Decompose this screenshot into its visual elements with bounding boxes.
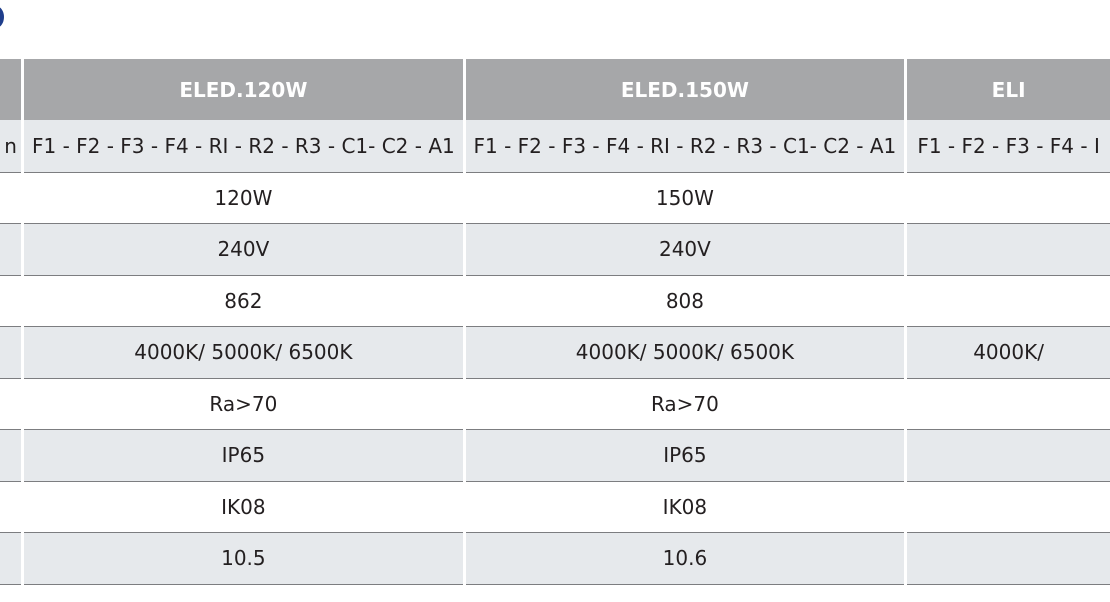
table-cell: IK08 xyxy=(23,481,465,533)
row-label xyxy=(0,275,23,327)
table-row xyxy=(0,172,1110,224)
row-label xyxy=(0,224,23,276)
row-label xyxy=(0,378,23,430)
table-row xyxy=(0,327,1110,379)
table-cell: Ra>70 xyxy=(23,378,465,430)
header-cell-label xyxy=(0,59,23,120)
spec-table xyxy=(0,59,1110,585)
table-cell xyxy=(906,378,1110,430)
table-cell: F1 - F2 - F3 - F4 - I xyxy=(906,120,1110,172)
table-cell: Ra>70 xyxy=(464,378,906,430)
row-label xyxy=(0,481,23,533)
table-row xyxy=(0,481,1110,533)
table-cell: 4000K/ 5000K/ 6500K xyxy=(464,327,906,379)
table-cell xyxy=(906,481,1110,533)
table-cell: 862 xyxy=(23,275,465,327)
row-label: n xyxy=(0,120,23,172)
table-row xyxy=(0,120,1110,172)
table-header-row xyxy=(0,59,1110,120)
row-label xyxy=(0,172,23,224)
table-row xyxy=(0,224,1110,276)
table-cell: 150W xyxy=(464,172,906,224)
table-cell: IK08 xyxy=(464,481,906,533)
table-row xyxy=(0,378,1110,430)
header-cell-eled-next: ELI xyxy=(906,59,1110,120)
table-cell: 120W xyxy=(23,172,465,224)
table-cell xyxy=(906,275,1110,327)
row-label xyxy=(0,327,23,379)
table-cell xyxy=(906,172,1110,224)
table-cell xyxy=(906,430,1110,482)
table-cell: IP65 xyxy=(23,430,465,482)
table-cell: 4000K/ xyxy=(906,327,1110,379)
table-cell: 10.6 xyxy=(464,533,906,585)
table-cell xyxy=(906,533,1110,585)
table-cell xyxy=(906,224,1110,276)
table-cell: 240V xyxy=(464,224,906,276)
header-cell-eled-120w: ELED.120W xyxy=(23,59,465,120)
table-row xyxy=(0,430,1110,482)
table-cell: F1 - F2 - F3 - F4 - RI - R2 - R3 - C1- C2 - A1 xyxy=(23,120,465,172)
row-label xyxy=(0,430,23,482)
table-cell: 10.5 xyxy=(23,533,465,585)
table-cell: 808 xyxy=(464,275,906,327)
table-row xyxy=(0,275,1110,327)
table-cell: 4000K/ 5000K/ 6500K xyxy=(23,327,465,379)
header-cell-eled-150w: ELED.150W xyxy=(464,59,906,120)
table-row xyxy=(0,533,1110,585)
table-cell: IP65 xyxy=(464,430,906,482)
table-cell: F1 - F2 - F3 - F4 - RI - R2 - R3 - C1- C2 - A1 xyxy=(464,120,906,172)
row-label xyxy=(0,533,23,585)
table-cell: 240V xyxy=(23,224,465,276)
corner-circle-mark xyxy=(0,6,4,28)
